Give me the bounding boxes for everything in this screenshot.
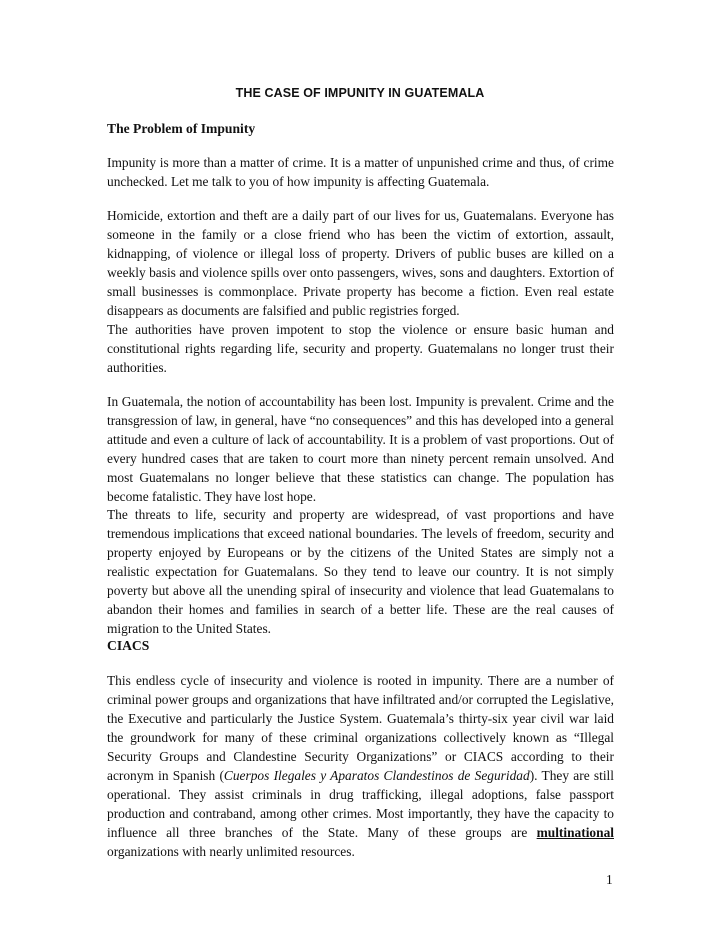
paragraph-ciacs [107,671,614,861]
page-number: 1 [606,872,613,887]
paragraph-ciacs-text-2: ). They are still operational. They assist criminals in drug trafficking, illegal adoptions, false passport production and contraband, among other crimes. Most importantly, they have the capacity to influence all three branches of the State. Many of these groups are [107,768,614,841]
section-heading-problem-of-impunity: The Problem of Impunity [107,121,256,136]
section-heading-ciacs: CIACS [107,638,150,653]
paragraph-authorities: The authorities have proven impotent to stop the violence or ensure basic human and constitutional rights regarding life, security and property. Guatemalans no longer trust their authorities. [107,322,614,376]
paragraph-homicide-extortion: Homicide, extortion and theft are a daily part of our lives for us, Guatemalans. Everyone has someone in the family or a close friend who has been the victim of extortion, assault, kidnapping, of violence or illegal loss of property. Drivers of public buses are killed on a weekly basis and violence spills over onto passengers, wives, sons and daughters. Extortion of small businesses is commonplace. Private property has become a fiction. Even real estate disappears as documents are falsified and public registries forged. [107,208,614,319]
paragraph-threats-migration: The threats to life, security and property are widespread, of vast proportions and have tremendous implications that exceed national boundaries. The levels of freedom, security and property enjoyed by Europeans or by the citizens of the United States are simply not a realistic expectation for Guatemalans. So they tend to leave our country. It is not simply poverty but above all the unending spiral of insecurity and violence that lead Guatemalans to abandon their homes and families in search of a better life. These are the real causes of migration to the United States. [107,507,614,637]
emphasis-multinational: multinational [536,825,614,841]
spanish-acronym-expansion: Cuerpos Ilegales y Aparatos Clandestinos de Seguridad [223,768,530,784]
paragraph-ciacs-text-3: organizations with nearly unlimited resources. [107,844,355,860]
paragraph-intro: Impunity is more than a matter of crime. It is a matter of unpunished crime and thus, of crime unchecked. Let me talk to you of how impunity is affecting Guatemala. [107,155,614,190]
paragraph-ciacs-text-1: This endless cycle of insecurity and violence is rooted in impunity. There are a number of criminal power groups and organizations that have infiltrated and/or corrupted the Legislative, the Executive and particularly the Justice System. Guatemala’s thirty-six year civil war laid the groundwork for many of these criminal organizations collectively known as “Illegal Security Groups and Clandestine Security Organizations” or CIACS according to their acronym in Spanish ( [107,673,614,784]
paragraph-accountability: In Guatemala, the notion of accountability has been lost. Impunity is prevalent. Crime and the transgression of law, in general, have “no consequences” and this has developed into a general attitude and even a culture of lack of accountability. It is a problem of vast proportions. Out of every hundred cases that are taken to court more than ninety percent remain unsolved. And most Guatemalans no longer believe that these statistics can change. The population has become fatalistic. They have lost hope. [107,394,614,505]
document-title: THE CASE OF IMPUNITY IN GUATEMALA [235,86,485,100]
